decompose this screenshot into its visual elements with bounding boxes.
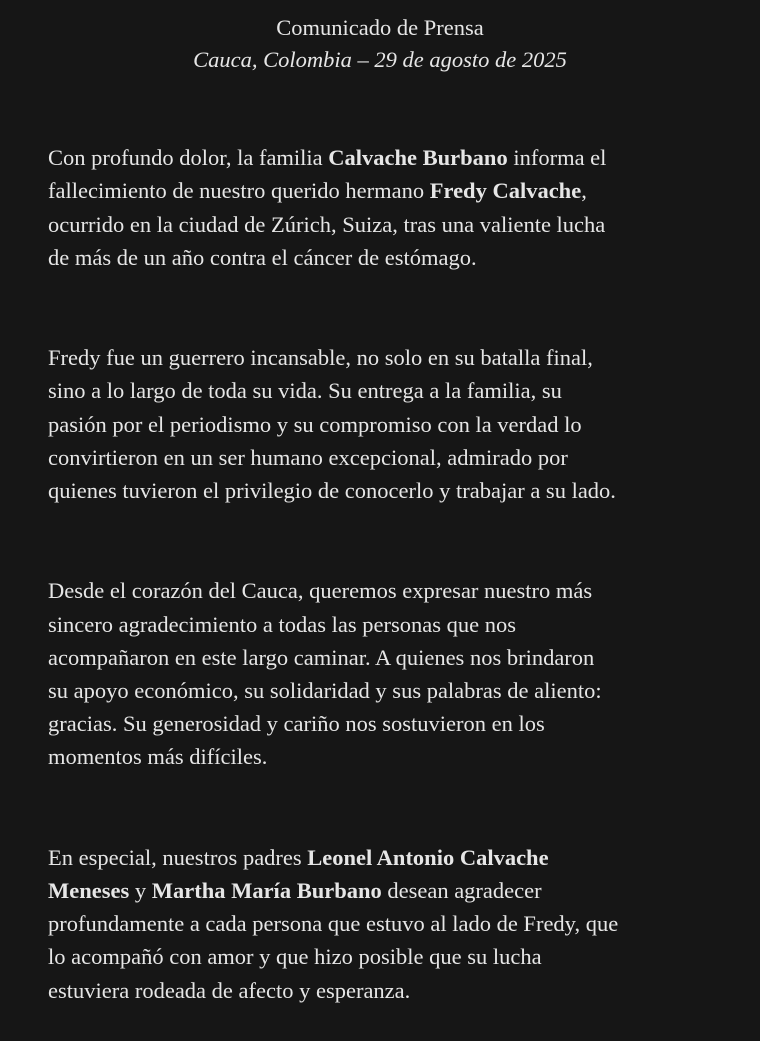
text-run: informa el fallecimiento de nuestro querido hermano xyxy=(48,145,607,204)
father-name: Leonel Antonio Calvache Meneses xyxy=(48,844,549,904)
release-body xyxy=(48,108,748,1041)
paragraph-parents xyxy=(48,808,748,1007)
paragraph-tribute xyxy=(48,308,748,507)
text-run: Con profundo dolor, la familia xyxy=(48,145,329,171)
dateline: Cauca, Colombia – 29 de agosto de 2025 xyxy=(193,47,567,72)
header xyxy=(0,0,760,76)
deceased-name: Fredy Calvache xyxy=(429,178,582,204)
mother-name: Martha María Burbano xyxy=(151,878,382,904)
family-name: Calvache Burbano xyxy=(328,145,508,171)
text-run: y xyxy=(129,878,152,904)
text-run: Fredy fue un guerrero incansable, no solo en su batalla final, sino a lo largo de toda su vida. Su entrega a la familia, su pasión por el periodismo y su compromiso con la verdad lo convirtieron en un ser humano excepcional, admirado por quienes tuvieron el privilegio de conocerlo y trabajar a su lado. xyxy=(48,345,616,504)
paragraph-gratitude xyxy=(48,541,748,773)
page-title: Comunicado de Prensa xyxy=(276,15,484,40)
text-run: desean agradecer profundamente a cada persona que estuvo al lado de Fredy, que lo acompañó con amor y que hizo posible que su lucha estuviera rodeada de afecto y esperanza. xyxy=(48,878,619,1003)
text-run: En especial, nuestros padres xyxy=(48,844,308,870)
text-run: , ocurrido en la ciudad de Zúrich, Suiza, tras una valiente lucha de más de un año contra el cáncer de estómago. xyxy=(48,178,606,270)
text-run: Desde el corazón del Cauca, queremos expresar nuestro más sincero agradecimiento a todas las personas que nos acompañaron en este largo caminar. A quienes nos brindaron su apoyo económico, su solidaridad y sus palabras de aliento: gracias. Su generosidad y cariño nos sostuvieron en los momentos más difíciles. xyxy=(48,578,602,770)
paragraph-announcement xyxy=(48,108,748,274)
